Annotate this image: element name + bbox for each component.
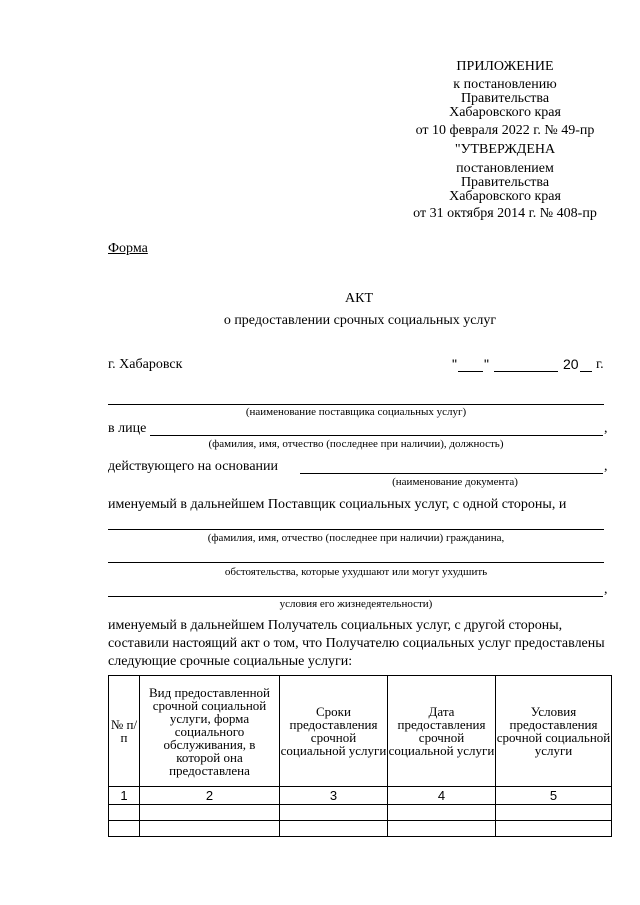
represented-by-label: в лице [108, 421, 147, 436]
column-number: 5 [496, 787, 612, 805]
table-cell[interactable] [109, 821, 140, 837]
approved-title: "УТВЕРЖДЕНА [454, 142, 556, 157]
citizen-name-line[interactable] [108, 529, 604, 530]
recipient-text-line: именуемый в дальнейшем Получатель социальных услуг, с другой стороны, [108, 618, 563, 633]
header-number: № п/п [109, 676, 140, 787]
appendix-title: ПРИЛОЖЕНИЕ [456, 59, 554, 74]
approved-line: Хабаровского края [449, 189, 561, 204]
circumstances-line[interactable] [108, 562, 604, 563]
appendix-line: Правительства [460, 91, 550, 106]
header-conditions: Условия предоставления срочной социальной услуги [496, 676, 612, 787]
date-close-quote: " [484, 356, 489, 372]
header-service-type: Вид предоставленной срочной социальной услуги, форма социального обслуживания, в которой она предоставлена [140, 676, 280, 787]
living-conditions-line[interactable] [108, 596, 603, 597]
column-number: 4 [388, 787, 496, 805]
table-header-row [109, 676, 612, 787]
represented-comma: , [604, 421, 608, 436]
table-cell[interactable] [496, 805, 612, 821]
appendix-date: от 10 февраля 2022 г. № 49-пр [415, 123, 595, 138]
provider-name-line[interactable] [108, 404, 604, 405]
acting-comma: , [604, 459, 608, 474]
date-year-suffix: г. [596, 357, 604, 372]
provider-named-text: именуемый в дальнейшем Поставщик социальных услуг, с одной стороны, и [108, 497, 567, 512]
approved-date: от 31 октября 2014 г. № 408-пр [413, 206, 597, 221]
recipient-text-line: следующие срочные социальные услуги: [108, 654, 353, 669]
living-comma: , [604, 582, 608, 597]
header-date: Дата предоставления срочной социальной услуги [388, 676, 496, 787]
provider-caption: (наименование поставщика социальных услуг) [245, 406, 467, 418]
table-cell[interactable] [140, 821, 280, 837]
table-cell[interactable] [280, 805, 388, 821]
table-cell[interactable] [109, 805, 140, 821]
table-row[interactable] [109, 805, 612, 821]
representative-line[interactable] [150, 435, 603, 436]
appendix-line: Хабаровского края [449, 105, 561, 120]
column-number: 2 [140, 787, 280, 805]
table-cell[interactable] [496, 821, 612, 837]
living-caption: условия его жизнедеятельности) [279, 598, 433, 610]
header-terms: Сроки предоставления срочной социальной услуги [280, 676, 388, 787]
document-title: АКТ [345, 291, 373, 306]
column-number: 1 [109, 787, 140, 805]
basis-document-line[interactable] [300, 473, 603, 474]
approved-line: Правительства [460, 175, 550, 190]
form-label: Форма [108, 241, 148, 256]
date-year-prefix: 20 [563, 356, 579, 372]
document-caption: (наименование документа) [392, 476, 518, 488]
services-table [108, 675, 612, 837]
table-cell[interactable] [388, 821, 496, 837]
city: г. Хабаровск [108, 357, 183, 372]
citizen-caption: (фамилия, имя, отчество (последнее при наличии) гражданина, [207, 532, 505, 544]
representative-caption: (фамилия, имя, отчество (последнее при наличии), должность) [208, 438, 504, 450]
column-number: 3 [280, 787, 388, 805]
acting-on-label: действующего на основании [108, 459, 279, 474]
recipient-text-line: составили настоящий акт о том, что Получателю социальных услуг предоставлены [108, 636, 605, 651]
table-numbering-row [109, 787, 612, 805]
table-cell[interactable] [140, 805, 280, 821]
date-open-quote: " [452, 356, 457, 372]
date-month-blank[interactable] [494, 371, 558, 372]
document-subtitle: о предоставлении срочных социальных услуг [223, 313, 497, 328]
circumstances-caption: обстоятельства, которые ухудшают или могут ухудшить [224, 566, 488, 578]
table-cell[interactable] [280, 821, 388, 837]
approved-line: постановлением [456, 161, 554, 176]
table-cell[interactable] [388, 805, 496, 821]
date-day-blank[interactable] [458, 371, 483, 372]
appendix-line: к постановлению [453, 77, 557, 92]
table-row[interactable] [109, 821, 612, 837]
date-year-blank[interactable] [580, 371, 592, 372]
